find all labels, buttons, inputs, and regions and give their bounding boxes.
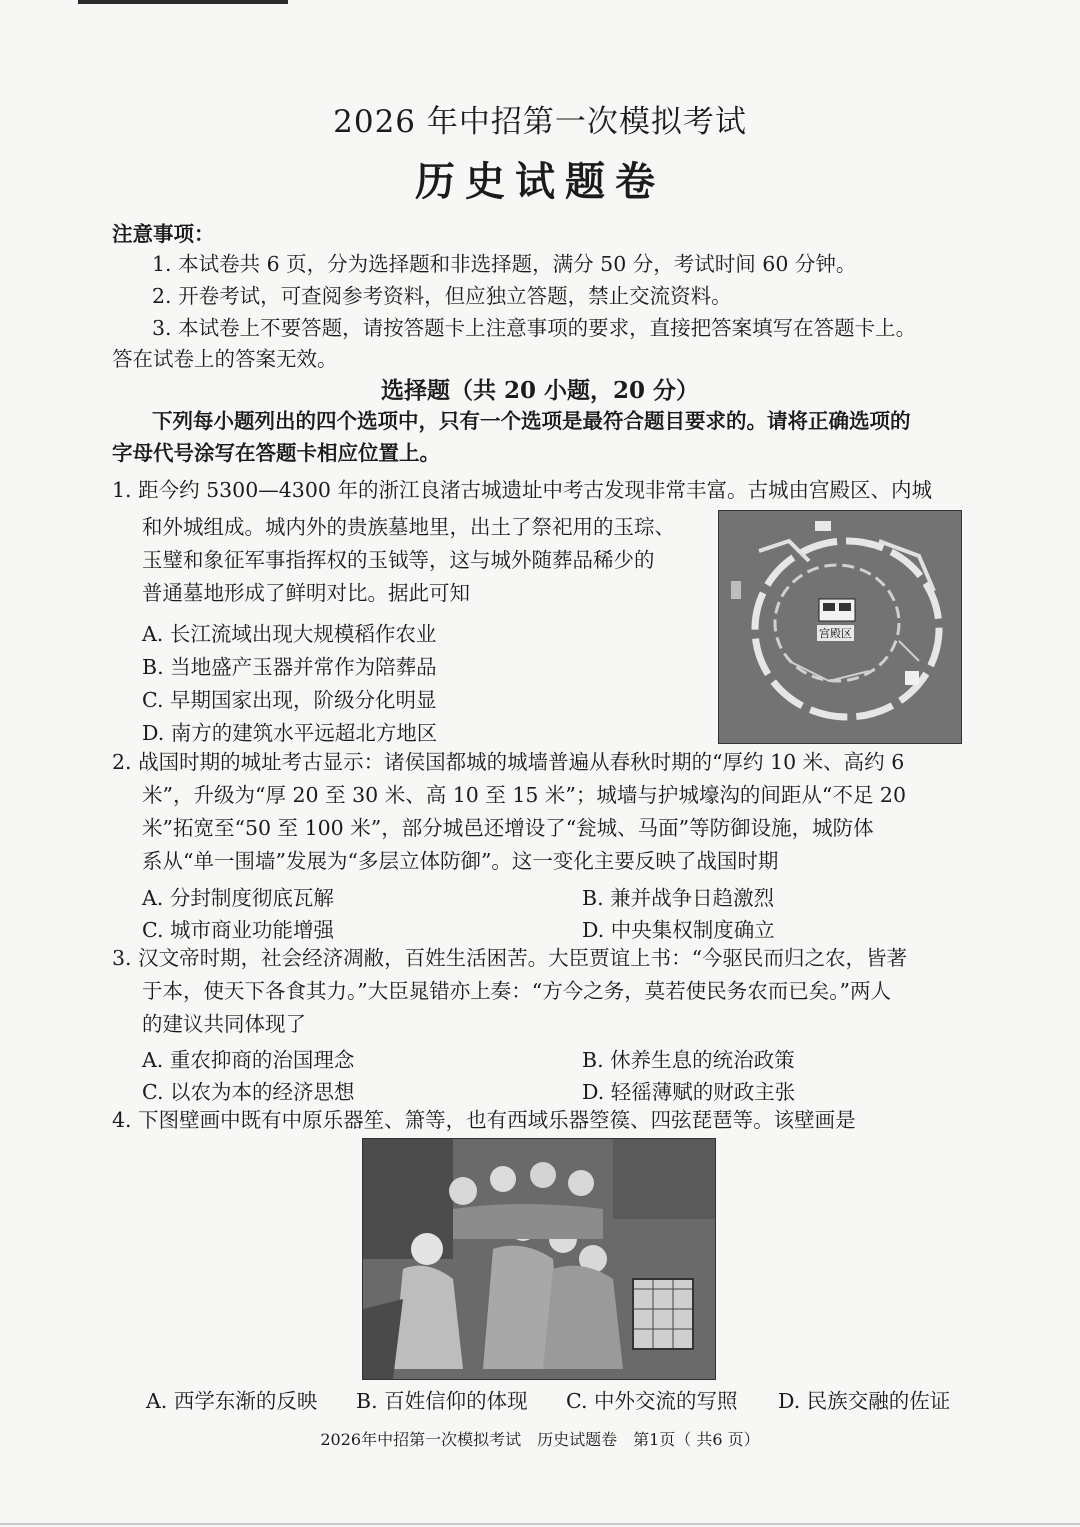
- q4-option-c: C. 中外交流的写照: [566, 1389, 738, 1413]
- q4-option-b: B. 百姓信仰的体现: [356, 1389, 528, 1413]
- q2-option-d: D. 中央集权制度确立: [582, 918, 775, 942]
- q1-option-d: D. 南方的建筑水平远超北方地区: [142, 721, 438, 745]
- q3-option-b: B. 休养生息的统治政策: [582, 1048, 795, 1072]
- q4-option-a: A. 西学东渐的反映: [146, 1389, 318, 1413]
- q1-line-1: 1. 距今约 5300—4300 年的浙江良渚古城遗址中考古发现非常丰富。古城由宫殿区、内城: [112, 478, 932, 502]
- notes-heading: 注意事项：: [112, 222, 215, 246]
- q2-option-a: A. 分封制度彻底瓦解: [142, 886, 334, 910]
- q4-line-1: 4. 下图壁画中既有中原乐器笙、箫等，也有西域乐器箜篌、四弦琵琶等。该壁画是: [112, 1108, 856, 1132]
- musicians-mural-illustration: [363, 1139, 715, 1379]
- q1-option-c: C. 早期国家出现，阶级分化明显: [142, 688, 437, 712]
- instruction-line-1: 下列每小题列出的四个选项中，只有一个选项是最符合题目要求的。请将正确选项的: [152, 409, 911, 433]
- q2-line-3: 米”拓宽至“50 至 100 米”，部分城邑还增设了“瓮城、马面”等防御设施，城防体: [142, 816, 874, 840]
- q1-line-2: 和外城组成。城内外的贵族墓地里，出土了祭祀用的玉琮、: [142, 515, 675, 539]
- q3-option-d: D. 轻徭薄赋的财政主张: [582, 1080, 796, 1104]
- note-item-2: 2. 开卷考试，可查阅参考资料，但应独立答题，禁止交流资料。: [152, 284, 732, 308]
- mural-figure: [362, 1138, 716, 1380]
- palace-area-label: 宫殿区: [819, 627, 852, 640]
- q2-line-1: 2. 战国时期的城址考古显示：诸侯国都城的城墙普遍从春秋时期的“厚约 10 米、高约 6: [112, 750, 905, 774]
- instruction-line-2: 字母代号涂写在答题卡相应位置上。: [112, 441, 440, 465]
- paper-title: 历史试题卷: [415, 158, 665, 205]
- q3-option-a: A. 重农抑商的治国理念: [142, 1048, 355, 1072]
- liangzhu-city-map-figure: [718, 510, 962, 744]
- page-footer: 2026年中招第一次模拟考试 历史试题卷 第1页（ 共6 页）: [320, 1430, 760, 1449]
- q2-option-b: B. 兼并战争日趋激烈: [582, 886, 775, 910]
- q1-option-b: B. 当地盛产玉器并常作为陪葬品: [142, 655, 437, 679]
- note-item-1: 1. 本试卷共 6 页，分为选择题和非选择题，满分 50 分，考试时间 60 分钟。: [152, 252, 857, 276]
- note-item-3: 3. 本试卷上不要答题，请按答题卡上注意事项的要求，直接把答案填写在答题卡上。: [152, 316, 917, 340]
- q1-line-4: 普通墓地形成了鲜明对比。据此可知: [142, 581, 470, 605]
- q3-option-c: C. 以农为本的经济思想: [142, 1080, 355, 1104]
- q1-line-3: 玉璧和象征军事指挥权的玉钺等，这与城外随葬品稀少的: [142, 548, 655, 572]
- exam-title: 2026 年中招第一次模拟考试: [333, 104, 747, 140]
- q3-line-2: 于本，使天下各食其力。”大臣晁错亦上奏：“方今之务，莫若使民务农而已矣。”两人: [142, 979, 891, 1003]
- q3-line-3: 的建议共同体现了: [142, 1012, 306, 1036]
- q3-line-1: 3. 汉文帝时期，社会经济凋敝，百姓生活困苦。大臣贾谊上书：“今驱民而归之农，皆著: [112, 946, 908, 970]
- q1-option-a: A. 长江流域出现大规模稻作农业: [142, 622, 437, 646]
- q4-option-d: D. 民族交融的佐证: [778, 1389, 951, 1413]
- scan-bottom-edge: [0, 1523, 1080, 1525]
- q2-line-2: 米”，升级为“厚 20 至 30 米、高 10 至 15 米”；城墙与护城壕沟的间距从“不足 20: [142, 783, 906, 807]
- scan-edge-mark: [78, 0, 288, 4]
- q2-option-c: C. 城市商业功能增强: [142, 918, 334, 942]
- q2-line-4: 系从“单一围墙”发展为“多层立体防御”。这一变化主要反映了战国时期: [142, 849, 779, 873]
- note-item-3-cont: 答在试卷上的答案无效。: [112, 347, 338, 371]
- section-title: 选择题（共 20 小题，20 分）: [380, 377, 700, 404]
